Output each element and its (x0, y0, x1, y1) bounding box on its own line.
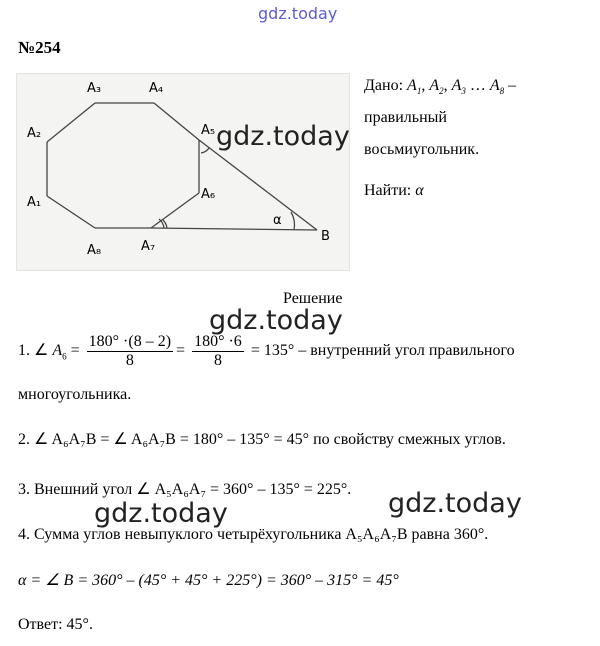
find-symbol: α (415, 182, 424, 199)
watermark-solution: gdz.today (209, 305, 343, 336)
vertex-a2: $A_2$ (429, 77, 444, 97)
label-a5: A₅ (201, 123, 216, 138)
angle-arc-a5 (201, 148, 209, 153)
line-a5-b (199, 140, 317, 230)
problem-number: №254 (18, 38, 61, 57)
step-2: 2. ∠ A₆A₇B = ∠ A₆A₇B = 180° – 135° = 45° по свойству смежных углов. (18, 431, 506, 448)
label-a1: A₁ (27, 195, 42, 210)
given-label: Дано: (364, 77, 404, 94)
label-a3: A₃ (87, 81, 102, 96)
find-line (364, 182, 424, 200)
vertex-a1: $A_1$ (407, 77, 422, 97)
answer: Ответ: 45°. (18, 616, 93, 633)
fraction-1: $\frac{180^\circ \cdot(8 - 2)}{8}$ (88, 333, 172, 369)
watermark-top: gdz.today (258, 4, 338, 23)
watermark-left: gdz.today (94, 498, 228, 529)
given-line-1: Дано: $A_1$, $A_2$, $A_3$ … $A_8$ – (364, 77, 517, 97)
line-a7-b (151, 228, 317, 230)
label-a6: A₆ (201, 187, 216, 202)
watermark-right: gdz.today (388, 488, 522, 519)
label-alpha: α (273, 213, 282, 228)
octagon-figure (16, 73, 350, 271)
watermark-figure: gdz.today (216, 121, 350, 152)
label-a2: A₂ (27, 126, 42, 141)
label-a7: A₇ (141, 239, 156, 254)
angle-arc-b (291, 212, 294, 230)
octagon-drawing (17, 74, 349, 270)
find-label: Найти: (364, 182, 412, 199)
vertex-a3: $A_3$ (451, 77, 466, 97)
label-a4: A₄ (149, 81, 164, 96)
solution-title: Решение (283, 290, 343, 307)
edge-a4-a5 (154, 103, 199, 140)
given-line-2: правильный (364, 109, 447, 126)
fraction-2: $\frac{180^\circ \cdot 6}{8}$ (194, 333, 242, 369)
step-4: 4. Сумма углов невыпуклого четырёхугольника A₅A₆A₇B равна 360°. (18, 526, 489, 543)
step-5: α = ∠ B = 360° – (45° + 45° + 225°) = 360° – 315° = 45° (18, 572, 399, 589)
edge-a8-a1 (47, 196, 95, 228)
step-1: 1. ∠ $A_6$ = $\frac{180^\circ \cdot(8 - 2)}{8}$ = $\frac{180^\circ \cdot 6}{8}$ = 135° – внутренний угол правильного (18, 333, 515, 369)
edge-a6-a7 (151, 193, 199, 228)
edge-a2-a3 (47, 103, 95, 142)
vertex-a8: $A_8$ (489, 77, 505, 97)
step-1-continuation: многоугольника. (18, 386, 132, 403)
given-line-3: восьмиугольник. (364, 141, 480, 158)
label-b: B (321, 229, 330, 244)
label-a8: A₈ (87, 243, 102, 258)
step-3: 3. Внешний угол ∠ A₅A₆A₇ = 360° – 135° = 225°. (18, 481, 352, 498)
